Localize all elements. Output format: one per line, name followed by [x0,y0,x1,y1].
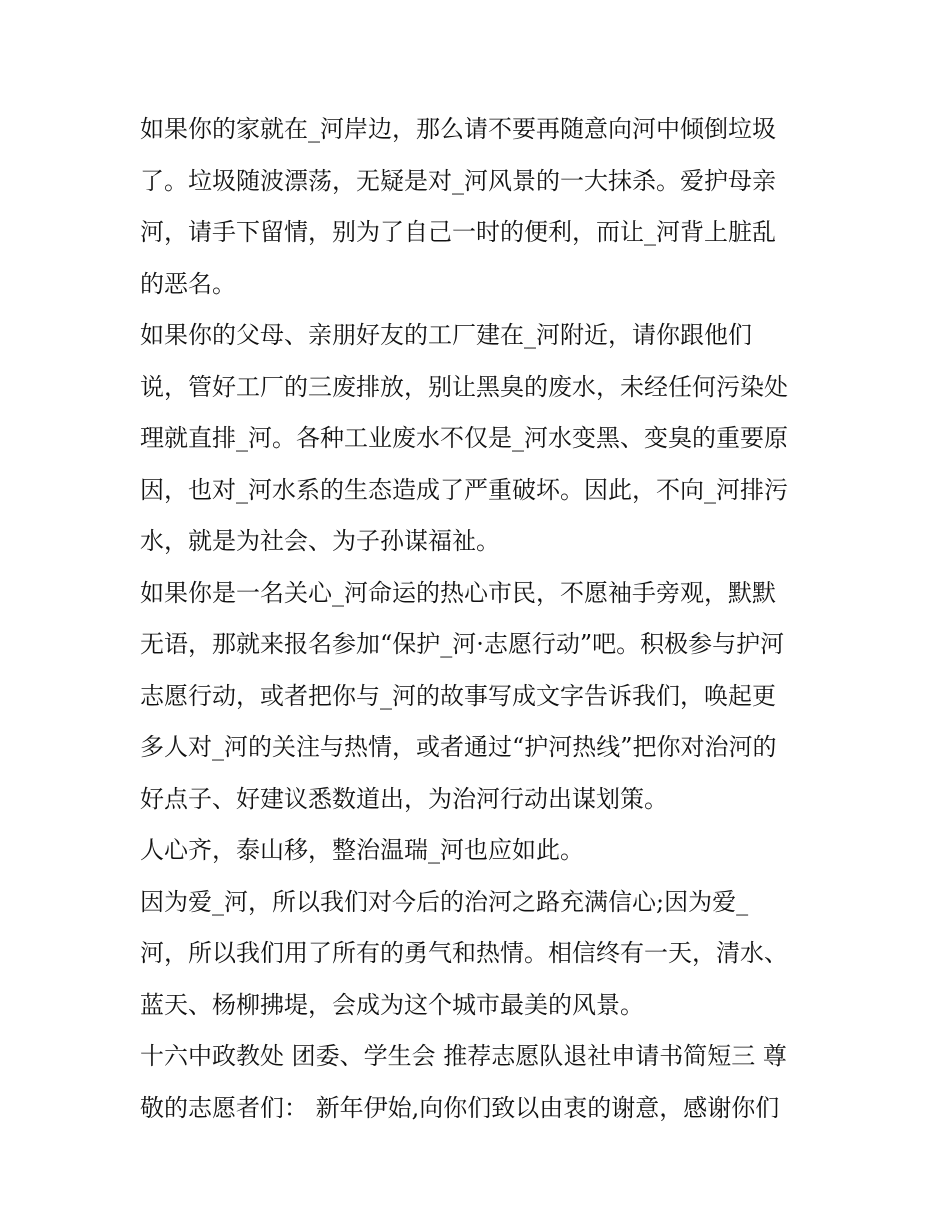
text-line: 的恶名。 [140,269,236,298]
text-line: 理就直排_河。各种工业废水不仅是_河水变黑、变臭的重要原 [140,424,788,452]
text-line: 了。垃圾随波漂荡，无疑是对_河风景的一大抹杀。爱护母亲 [140,166,776,195]
text-line: 好点子、好建议悉数道出，为治河行动出谋划策。 [140,784,668,813]
text-line: 如果你的父母、亲朋好友的工厂建在_河附近，请你跟他们 [140,321,752,349]
text-line: 蓝天、杨柳拂堤，会成为这个城市最美的风景。 [140,990,644,1019]
text-line: 因为爱_河，所以我们对今后的治河之路充满信心;因为爱_ [140,887,749,916]
text-line: 多人对_河的关注与热情，或者通过“护河热线”把你对治河的 [140,733,777,761]
text-line: 说，管好工厂的三废排放，别让黑臭的废水，未经任何污染处 [140,372,788,401]
text-line: 如果你是一名关心_河命运的热心市民，不愿袖手旁观，默默 [140,578,776,607]
text-line: 河，所以我们用了所有的勇气和热情。相信终有一天，清水、 [140,939,788,967]
text-line: 十六中政教处 团委、学生会 推荐志愿队退社申请书简短三 尊 [140,1042,787,1070]
document-body [140,104,820,1134]
text-line: 河，请手下留情，别为了自己一时的便利，而让_河背上脏乱 [140,218,776,246]
text-line: 敬的志愿者们： 新年伊始,向你们致以由衷的谢意，感谢你们 [140,1093,780,1122]
text-line: 人心齐，泰山移，整治温瑞_河也应如此。 [140,836,584,864]
text-line: 如果你的家就在_河岸边，那么请不要再随意向河中倾倒垃圾 [140,115,776,143]
text-line: 因，也对_河水系的生态造成了严重破坏。因此，不向_河排污 [140,475,788,504]
text-line: 水，就是为社会、为子孙谋福祉。 [140,527,500,555]
text-line: 志愿行动，或者把你与_河的故事写成文字告诉我们，唤起更 [140,681,776,710]
text-line: 无语，那就来报名参加“保护_河·志愿行动”吧。积极参与护河 [140,630,785,658]
